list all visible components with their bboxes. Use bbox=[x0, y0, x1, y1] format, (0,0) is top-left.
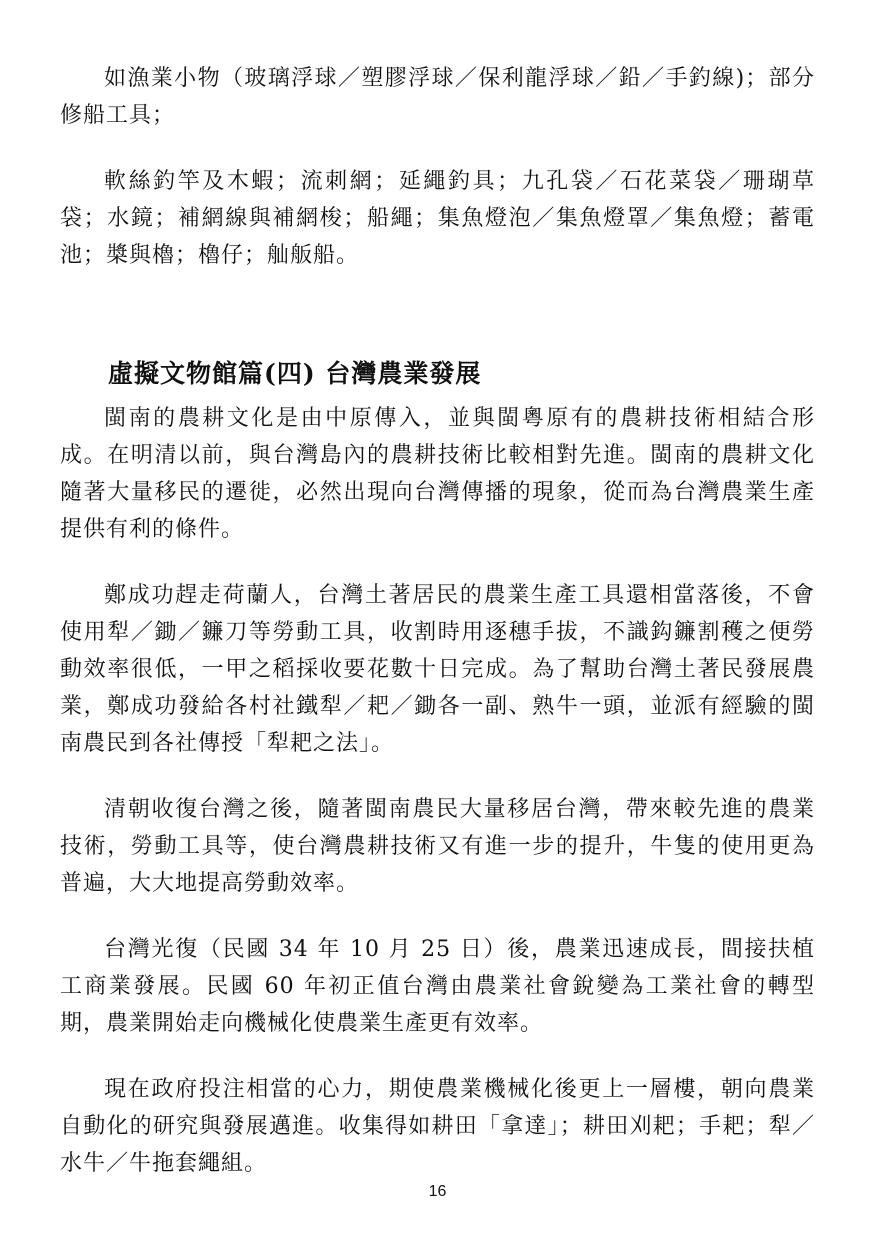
paragraph-spacer bbox=[60, 762, 815, 791]
paragraph-spacer bbox=[60, 1042, 815, 1071]
paragraph-agriculture-2: 鄭成功趕走荷蘭人，台灣土著居民的農業生產工具還相當落後，不會使用犁／鋤／鐮刀等勞動工具，收割時用逐穗手拔，不識鈎鐮割穫之便勞動效率很低，一甲之稻採收要花數十日完成。為了幫助台灣土著民發展農業，鄭成功發給各村社鐵犁／耙／鋤各一副、熟牛一頭，並派有經驗的閩南農民到各社傳授「犁耙之法」。 bbox=[60, 583, 815, 756]
paragraph-spacer bbox=[60, 134, 815, 163]
document-page bbox=[60, 60, 815, 1182]
paragraph-spacer bbox=[60, 548, 815, 577]
paragraph-agriculture-4: 台灣光復（民國 34 年 10 月 25 日）後，農業迅速成長，間接扶植工商業發展。民國 60 年初正值台灣由農業社會銳變為工業社會的轉型期，農業開始走向機械化使農業生產更有效率。 bbox=[60, 937, 815, 1036]
paragraph-spacer bbox=[60, 902, 815, 931]
paragraph-fishing-items-1: 如漁業小物（玻璃浮球／塑膠浮球／保利龍浮球／鉛／手釣線)；部分修船工具； bbox=[60, 66, 815, 128]
paragraph-fishing-items-2: 軟絲釣竿及木蝦；流刺網；延繩釣具；九孔袋／石花菜袋／珊瑚草袋；水鏡；補網線與補網梭；船繩；集魚燈泡／集魚燈罩／集魚燈；蓄電池；槳與櫓；櫓仔；舢舨船。 bbox=[60, 169, 815, 268]
section-heading: 虛擬文物館篇(四) 台灣農業發展 bbox=[108, 359, 482, 388]
paragraph-agriculture-3: 清朝收復台灣之後，隨著閩南農民大量移居台灣，帶來較先進的農業技術，勞動工具等，使台灣農耕技術又有進一步的提升，牛隻的使用更為普遍，大大地提高勞動效率。 bbox=[60, 797, 815, 896]
page-number: 16 bbox=[428, 1183, 447, 1200]
paragraph-agriculture-1: 閩南的農耕文化是由中原傳入，並與閩粵原有的農耕技術相結合形成。在明清以前，與台灣島內的農耕技術比較相對先進。閩南的農耕文化隨著大量移民的遷徙，必然出現向台灣傳播的現象，從而為台灣農業生產提供有利的條件。 bbox=[60, 406, 815, 542]
section-spacer bbox=[60, 274, 815, 352]
paragraph-agriculture-5: 現在政府投注相當的心力，期使農業機械化後更上一層樓，朝向農業自動化的研究與發展邁進。收集得如耕田「拿達」；耕田刈耙；手耙；犁／水牛／牛拖套繩組。 bbox=[60, 1077, 815, 1176]
